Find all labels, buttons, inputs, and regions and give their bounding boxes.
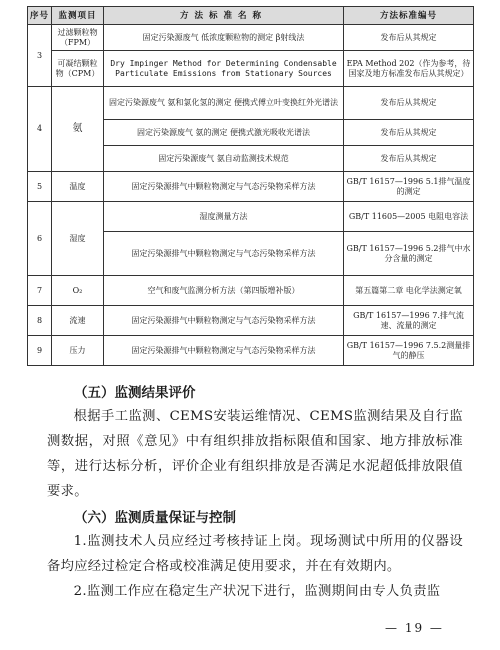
table-row (28, 306, 474, 336)
cell-no: 7 (28, 276, 52, 306)
table-row (28, 172, 474, 202)
cell-code: GB/T 16157—1996 5.2排气中水分含量的测定 (344, 232, 474, 276)
cell-code: 第五篇第二章 电化学法测定氧 (344, 276, 474, 306)
table-row (28, 276, 474, 306)
cell-method: 湿度测量方法 (104, 202, 344, 232)
cell-method: 空气和废气监测分析方法（第四版增补版） (104, 276, 344, 306)
section-6-paragraph-2: 2.监测工作应在稳定生产状况下进行，监测期间由专人负责监 (73, 584, 441, 599)
cell-no: 6 (28, 202, 52, 276)
section-5-heading: （五）监测结果评价 (74, 385, 196, 401)
cell-code: GB/T 11605—2005 电阻电容法 (344, 202, 474, 232)
col-header-no: 序号 (28, 7, 52, 25)
cell-method: 固定污染源排气中颗粒物测定与气态污染物采样方法 (104, 232, 344, 276)
section-5-paragraph: 根据手工监测、CEMS安装运维情况、CEMS监测结果及自行监测数据，对照《意见》中有组织排放指标限值和国家、地方排放标准等，进行达标分析，评价企业有组织排放是否满足水泥超低排放限值要求。 (47, 409, 463, 499)
cell-code: GB/T 16157—1996 5.1排气温度的测定 (344, 172, 474, 202)
cell-item: 湿度 (52, 202, 104, 276)
cell-method: 固定污染源排气中颗粒物测定与气态污染物采样方法 (104, 336, 344, 366)
cell-no: 3 (28, 25, 52, 87)
cell-method: Dry Impinger Method for Determining Condensable Particulate Emissions from Stationary Sources (104, 51, 344, 87)
cell-item: 过滤颗粒物（FPM） (52, 25, 104, 51)
cell-method: 固定污染源排气中颗粒物测定与气态污染物采样方法 (104, 172, 344, 202)
cell-code: 发布后从其规定 (344, 87, 474, 120)
table-row (28, 87, 474, 120)
page-number: — 19 — (385, 621, 444, 635)
cell-code: GB/T 16157—1996 7.排气流速、流量的测定 (344, 306, 474, 336)
cell-code: 发布后从其规定 (344, 120, 474, 146)
cell-no: 5 (28, 172, 52, 202)
cell-code: 发布后从其规定 (344, 146, 474, 172)
cell-code: EPA Method 202（作为参考，待国家及地方标准发布后从其规定） (344, 51, 474, 87)
table-row (28, 336, 474, 366)
table-row (28, 25, 474, 51)
section-6-heading: （六）监测质量保证与控制 (74, 510, 236, 526)
table-row (28, 202, 474, 232)
cell-no: 8 (28, 306, 52, 336)
table-row (28, 51, 474, 87)
cell-no: 9 (28, 336, 52, 366)
col-header-method: 方法标准名称 (104, 7, 344, 25)
cell-item: 可凝结颗粒物（CPM） (52, 51, 104, 87)
cell-method: 固定污染源废气 氨的测定 便携式激光吸收光谱法 (104, 120, 344, 146)
cell-item: 压力 (52, 336, 104, 366)
section-6-paragraph-1: 1.监测技术人员应经过考核持证上岗。现场测试中所用的仪器设备均应经过检定合格或校准满足使用要求，并在有效期内。 (47, 534, 463, 574)
method-standards-table (27, 6, 474, 366)
cell-method: 固定污染源废气 低浓度颗粒物的测定 β射线法 (104, 25, 344, 51)
cell-item: 氨 (52, 87, 104, 172)
cell-code: 发布后从其规定 (344, 25, 474, 51)
cell-method: 固定污染源排气中颗粒物测定与气态污染物采样方法 (104, 306, 344, 336)
col-header-item: 监测项目 (52, 7, 104, 25)
cell-item: O₂ (52, 276, 104, 306)
cell-code: GB/T 16157—1996 7.5.2测量排气的静压 (344, 336, 474, 366)
cell-item: 流速 (52, 306, 104, 336)
cell-item: 温度 (52, 172, 104, 202)
cell-method: 固定污染源废气 氨自动监测技术规范 (104, 146, 344, 172)
cell-no: 4 (28, 87, 52, 172)
cell-method: 固定污染源废气 氨和氯化氢的测定 便携式傅立叶变换红外光谱法 (104, 87, 344, 120)
col-header-code: 方法标准编号 (344, 7, 474, 25)
table-header-row (28, 7, 474, 25)
